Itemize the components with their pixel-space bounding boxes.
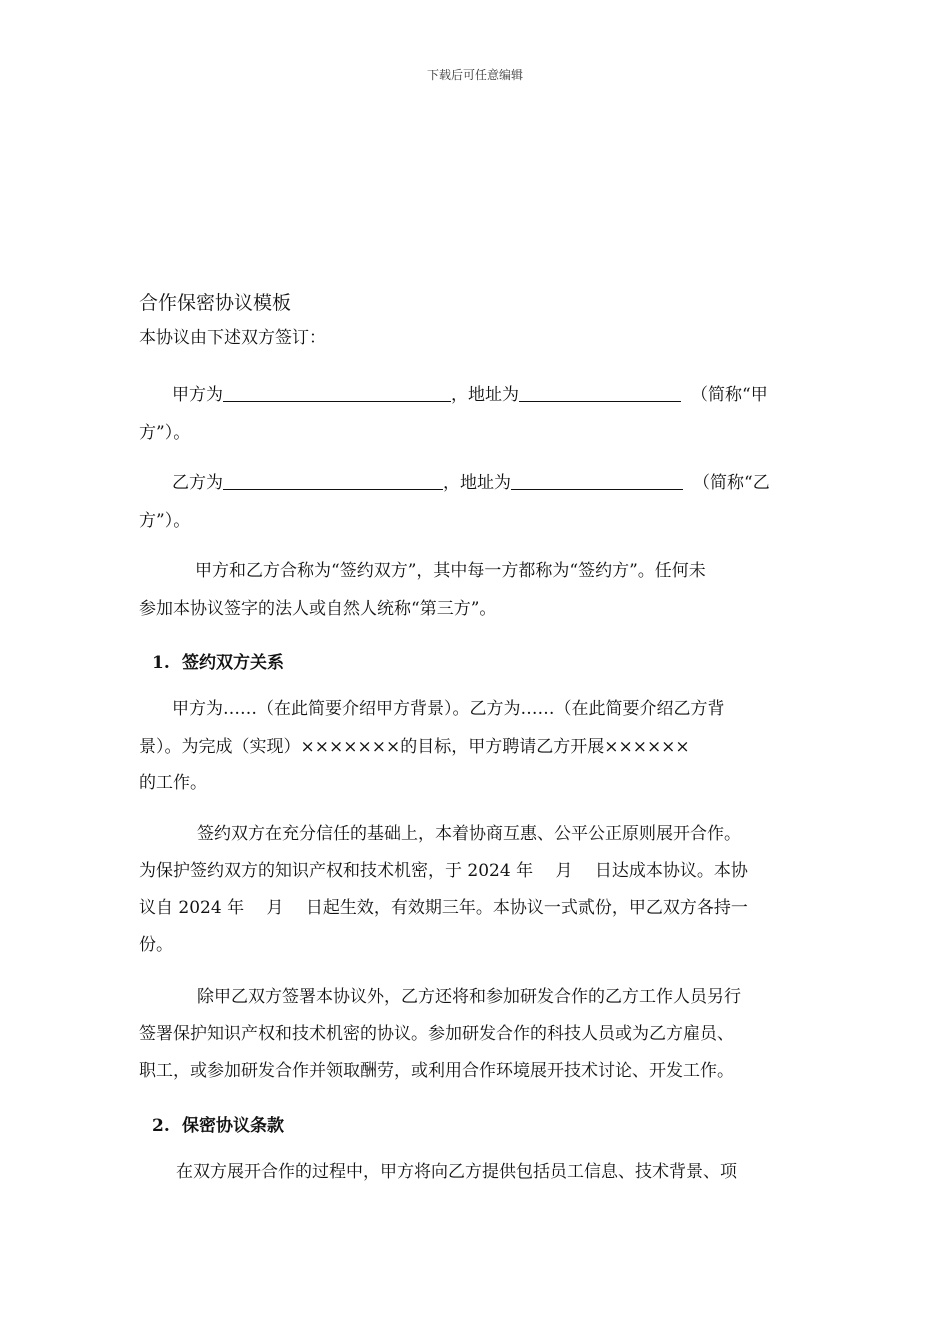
document-title: 合作保密协议模板	[139, 292, 292, 314]
section-1-p3-line-1: 除甲乙双方签署本协议外，乙方还将和参加研发合作的乙方工作人员另行	[197, 987, 741, 1007]
party-b-line	[172, 471, 770, 495]
section-2-p1-line-1: 在双方展开合作的过程中，甲方将向乙方提供包括员工信息、技术背景、项	[176, 1162, 737, 1182]
section-1-p1-line-2: 景）。为完成（实现）×××××××的目标，甲方聘请乙方开展××××××	[139, 737, 690, 757]
party-a-name-blank	[223, 383, 451, 402]
joint-para-line-2: 参加本协议签字的法人或自然人统称“第三方”。	[139, 599, 497, 619]
section-2-heading	[152, 1111, 284, 1136]
section-1-title: 签约双方关系	[182, 653, 284, 673]
section-1-p3-line-3: 职工，或参加研发合作并领取酬劳，或利用合作环境展开技术讨论、开发工作。	[139, 1061, 734, 1081]
party-b-name-blank	[223, 471, 443, 490]
joint-para-line-1: 甲方和乙方合称为“签约双方”，其中每一方都称为“签约方”。任何未	[195, 561, 706, 581]
party-b-label: 乙方为	[172, 473, 223, 493]
section-1-heading	[152, 648, 284, 673]
section-2-number: 2.	[152, 1116, 170, 1136]
section-1-p3-line-2: 签署保护知识产权和技术机密的协议。参加研发合作的科技人员或为乙方雇员、	[139, 1024, 734, 1044]
party-a-continuation: 方”）。	[139, 423, 191, 443]
section-1-p1-line-3: 的工作。	[139, 773, 207, 793]
party-a-address-blank	[519, 383, 681, 402]
party-a-label: 甲方为	[172, 385, 223, 405]
party-b-abbr: （简称“乙	[693, 473, 770, 493]
section-2-title: 保密协议条款	[182, 1116, 284, 1136]
party-a-address-label: ，地址为	[451, 385, 519, 405]
page-header: 下载后可任意编辑	[426, 68, 523, 82]
intro-line: 本协议由下述双方签订：	[139, 328, 326, 348]
section-1-p2-line-2: 为保护签约双方的知识产权和技术机密，于 2024 年 月 日达成本协议。本协	[139, 861, 748, 881]
party-b-address-label: ，地址为	[443, 473, 511, 493]
party-a-abbr: （简称“甲	[691, 385, 768, 405]
party-b-continuation: 方”）。	[139, 511, 191, 531]
party-b-address-blank	[511, 471, 683, 490]
section-1-number: 1.	[152, 653, 170, 673]
section-1-p2-line-3: 议自 2024 年 月 日起生效，有效期三年。本协议一式贰份，甲乙双方各持一	[139, 898, 748, 918]
section-1-p2-line-1: 签约双方在充分信任的基础上，本着协商互惠、公平公正原则展开合作。	[197, 824, 741, 844]
section-1-p1-line-1: 甲方为……（在此简要介绍甲方背景）。乙方为……（在此简要介绍乙方背	[172, 699, 725, 719]
section-1-p2-line-4: 份。	[139, 935, 173, 955]
party-a-line	[172, 383, 768, 407]
